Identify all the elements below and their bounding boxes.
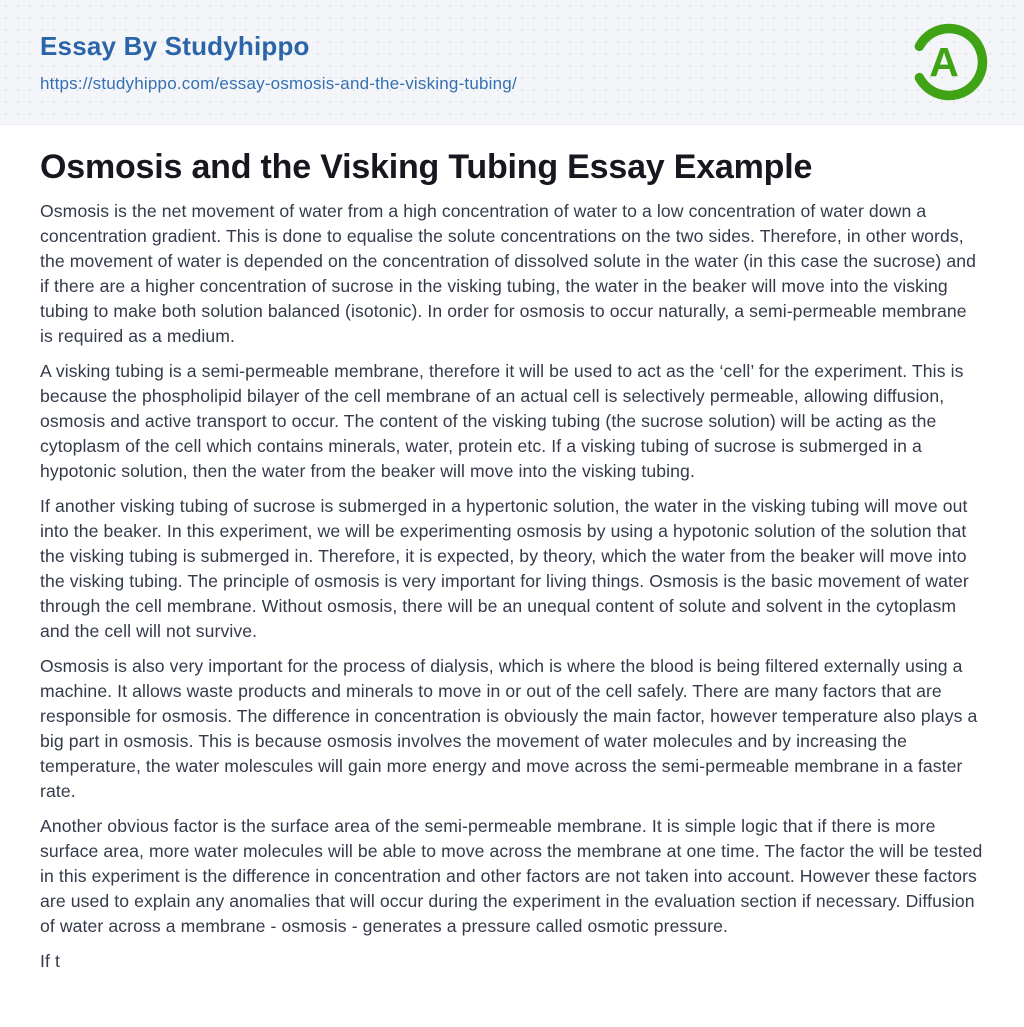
paragraph-2: A visking tubing is a semi-permeable membrane, therefore it will be used to act as the ‘cell’ for the experiment. This is because the phospholipid bilayer of the cell membrane of an actual cell is selectively permeable, allowing diffusion, osmosis and active transport to occur. The content of the visking tubing (the sucrose solution) will be acting as the cytoplasm of the cell which contains minerals, water, protein etc. If a visking tubing of sucrose is submerged in a hypotonic solution, then the water from the beaker will move into the visking tubing. [40,361,964,481]
article [0,125,1024,974]
site-header [0,0,1024,125]
paragraph-3: If another visking tubing of sucrose is submerged in a hypertonic solution, the water in the visking tubing will move out into the beaker. In this experiment, we will be experimenting osmosis by using a hypotonic solution of the solution that the visking tubing is submerged in. Therefore, it is expected, by theory, which the water from the beaker will move into the visking tubing. The principle of osmosis is very important for living things. Osmosis is the basic movement of water through the cell membrane. Without osmosis, there will be an unequal content of solute and solvent in the cytoplasm and the cell will not survive. [40,496,969,641]
paragraph-1: Osmosis is the net movement of water from a high concentration of water to a low concentration of water down a concentration gradient. This is done to equalise the solute concentrations on the two sides. Therefore, in other words, the movement of water is depended on the concentration of dissolved solute in the water (in this case the sucrose) and if there are a higher concentration of sucrose in the visking tubing, the water in the beaker will move into the visking tubing to make both solution balanced (isotonic). In order for osmosis to occur naturally, a semi-permeable membrane is required as a medium. [40,201,977,346]
paragraph-4: Osmosis is also very important for the process of dialysis, which is where the blood is being filtered externally using a machine. It allows waste products and minerals to move in or out of the cell safely. There are many factors that are responsible for osmosis. The difference in concentration is obviously the main factor, however temperature also plays a big part in osmosis. This is because osmosis involves the movement of water molecules and by increasing the temperature, the water molescules will gain more energy and move across the semi-permeable membrane in a faster rate. [40,656,978,801]
article-title: Osmosis and the Visking Tubing Essay Example [40,148,813,186]
studyhippo-logo[interactable] [908,21,990,103]
paragraph-6-truncated: If t [40,951,60,971]
header-text-block [40,31,517,94]
logo-letter: A [929,39,959,85]
site-title: Essay By Studyhippo [40,30,310,61]
paragraph-5: Another obvious factor is the surface area of the semi-permeable membrane. It is simple logic that if there is more surface area, more water molecules will be able to move across the membrane at one time. The factor the will be tested in this experiment is the difference in concentration and other factors are not taken into account. However these factors are used to explain any anomalies that will occur during the experiment in the evaluation section if necessary. Diffusion of water across a membrane - osmosis - generates a pressure called osmotic pressure. [40,816,983,936]
page-url-link[interactable]: https://studyhippo.com/essay-osmosis-and-the-visking-tubing/ [40,73,517,93]
